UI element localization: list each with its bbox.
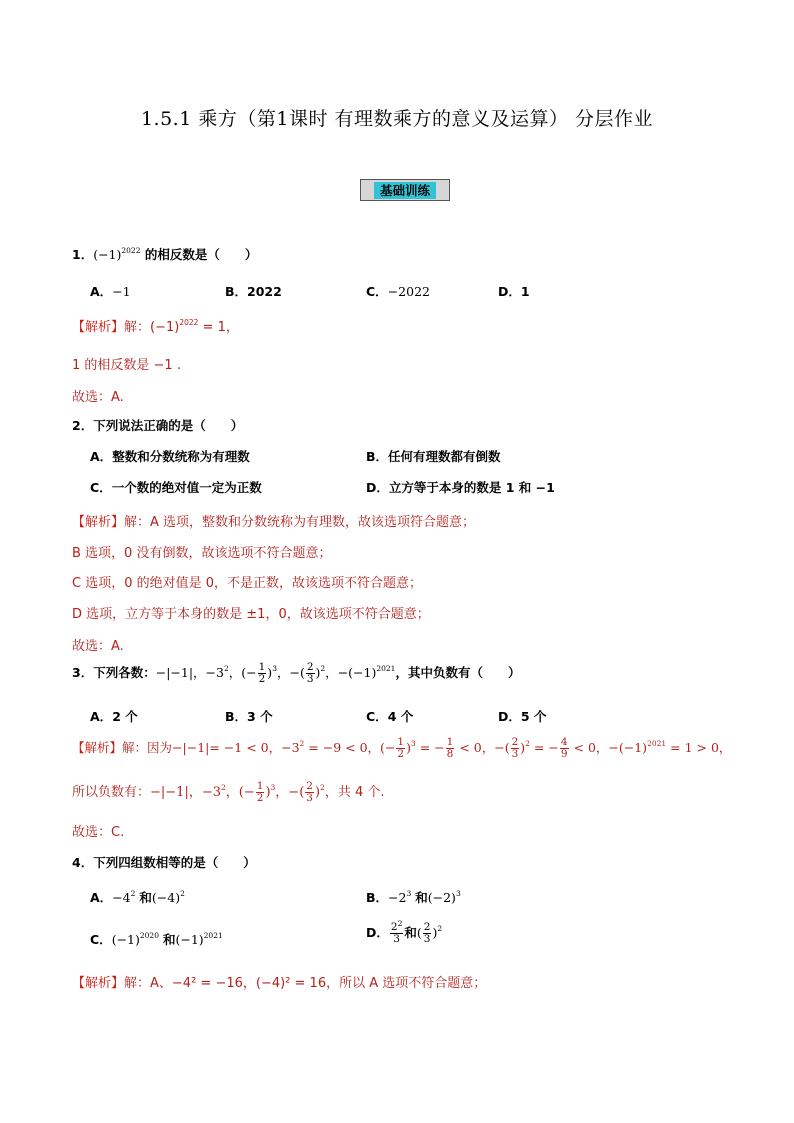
q2-analysis: 【解析】解：A 选项，整数和分数统称为有理数，故该选项符合题意； [72,515,476,530]
question-4-stem: 4．下列四组数相等的是（ ） [72,855,256,870]
q4-option-a[interactable]: A．$-4^2$ 和$(-4)^2$ [90,889,185,905]
q2-analysis-line-2: B 选项，0 没有倒数，故该选项不符合题意； [72,546,332,561]
q1-option-b[interactable]: B．2022 [225,284,282,299]
q1-answer: 故选：A. [72,390,124,405]
q4-option-b[interactable]: B．$-2^3$ 和$(-2)^3$ [366,889,461,905]
page-title: 1.5.1 乘方（第1课时 有理数乘方的意义及运算） 分层作业 [140,108,654,130]
q1-analysis-line-2: 1 的相反数是 −1 . [72,358,181,373]
question-2-stem: 2．下列说法正确的是（ ） [72,418,244,433]
q2-option-d[interactable]: D．立方等于本身的数是 1 和 −1 [366,480,555,495]
q3-option-b[interactable]: B．3 个 [225,709,273,724]
q1-option-d[interactable]: D．1 [498,284,530,299]
q4-analysis: 【解析】解：A、−4² = −16，(−4)² = 16，所以 A 选项不符合题意； [72,976,487,991]
q2-option-b[interactable]: B．任何有理数都有倒数 [366,449,501,464]
section-tag [360,179,450,201]
section-tag-label: 基础训练 [374,182,436,199]
question-3-stem: 3．下列各数：−|−1|，$-3^2$，(− $\frac{1}{2}$ )$^3$，−( $\frac{2}{3}$ )$^2$，$-(-1)^{2021}$，其中负数有（ ） [72,661,521,685]
question-1-stem: 1．$(-1)^{2022}$ 的相反数是（ ） [72,246,258,262]
q1-analysis: 【解析】解：$(-1)^{2022} = 1$， [72,318,239,335]
q1-option-a[interactable]: A．−1 [90,284,131,299]
q3-analysis: 【解析】解：因为−|−1|= −1 < 0，$-3^2 = -9 < 0$，(− $\frac{1}{2}$ )$^3$ = − $\frac{1}{8}$ < 0，−( $\frac{2}{3}$ )$^2$ = − $\frac{4}{9}$ < 0，$-(-1)^{2021} = 1 > 0$， [72,736,732,760]
q3-option-a[interactable]: A．2 个 [90,709,138,724]
q3-answer: 故选：C. [72,825,125,840]
q3-analysis-line-2: 所以负数有：−|−1|，$-3^2$，(− $\frac{1}{2}$ )$^3$，−( $\frac{2}{3}$ )$^2$，共 4 个. [72,780,385,804]
q3-option-c[interactable]: C．4 个 [366,709,414,724]
q4-option-c[interactable]: C．$(-1)^{2020}$ 和$(-1)^{2021}$ [90,931,223,947]
q2-answer: 故选：A. [72,639,124,654]
q2-option-a[interactable]: A．整数和分数统称为有理数 [90,449,250,464]
q2-analysis-line-3: C 选项，0 的绝对值是 0，不是正数，故该选项不符合题意； [72,576,423,591]
q1-option-c[interactable]: C．−2022 [366,284,430,299]
q3-option-d[interactable]: D．5 个 [498,709,547,724]
q2-analysis-line-4: D 选项，立方等于本身的数是 ±1，0，故该选项不符合题意； [72,607,430,622]
q2-option-c[interactable]: C．一个数的绝对值一定为正数 [90,480,262,495]
q4-option-d[interactable]: D． $\frac{2^2}{3}$ 和( $\frac{2}{3}$ )$^2$ [366,919,443,945]
